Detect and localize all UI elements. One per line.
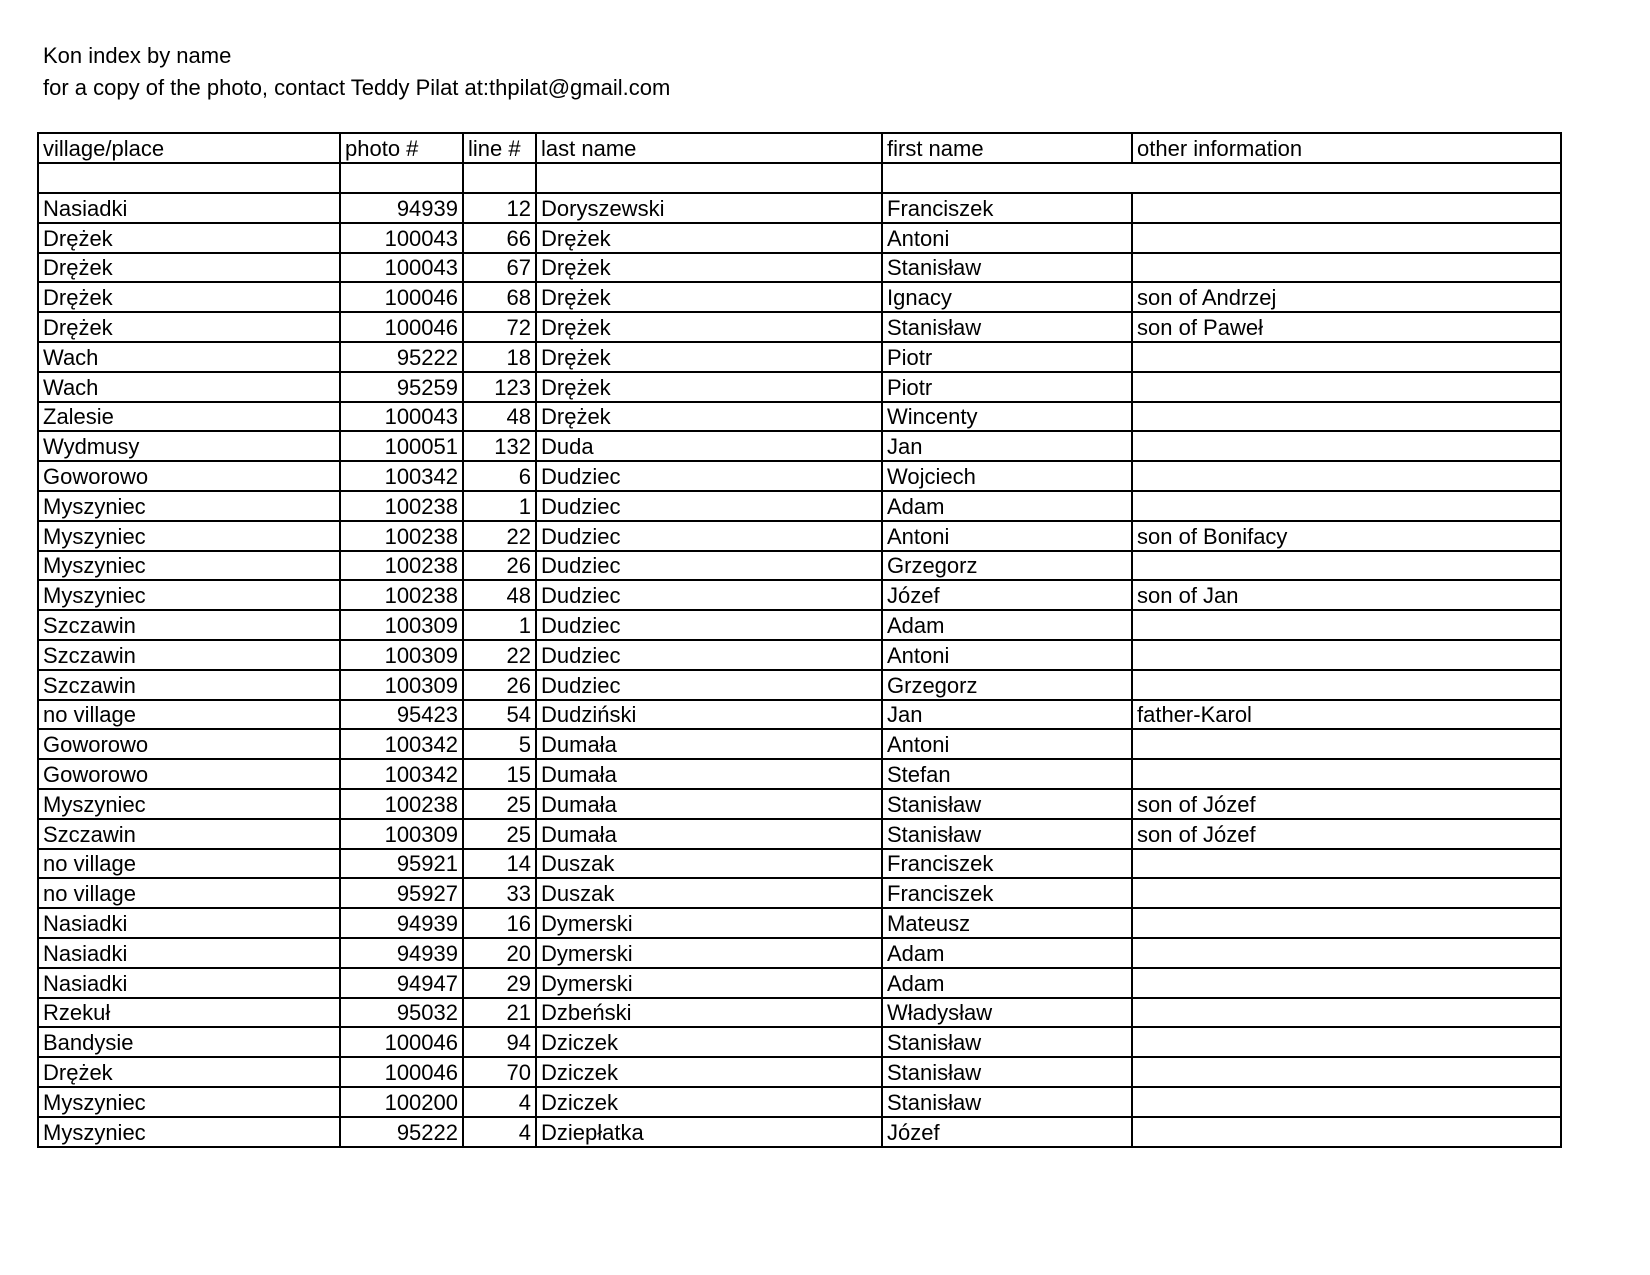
table-row <box>38 1057 1561 1087</box>
table-row <box>38 491 1561 521</box>
photo-number-cell: 95032 <box>340 998 463 1028</box>
first-name-cell: Wincenty <box>882 402 1132 432</box>
village-cell: Nasiadki <box>38 908 340 938</box>
table-body <box>38 133 1561 1147</box>
table-row <box>38 610 1561 640</box>
other-information-cell <box>1132 551 1561 581</box>
photo-number-cell: 95259 <box>340 372 463 402</box>
last-name-cell: Drężek <box>536 402 882 432</box>
village-cell: Nasiadki <box>38 193 340 223</box>
line-number-cell: 22 <box>463 640 536 670</box>
last-name-cell: Dudziec <box>536 551 882 581</box>
village-cell: Drężek <box>38 1057 340 1087</box>
last-name-cell: Dudziec <box>536 610 882 640</box>
table-row <box>38 402 1561 432</box>
first-name-cell: Józef <box>882 1117 1132 1147</box>
last-name-cell: Drężek <box>536 312 882 342</box>
line-number-cell: 5 <box>463 729 536 759</box>
table-row <box>38 789 1561 819</box>
other-information-cell <box>1132 491 1561 521</box>
photo-number-cell: 100309 <box>340 610 463 640</box>
line-number-cell: 66 <box>463 223 536 253</box>
photo-number-cell: 95222 <box>340 342 463 372</box>
other-information-cell: son of Józef <box>1132 819 1561 849</box>
photo-number-cell: 100309 <box>340 670 463 700</box>
village-cell: Drężek <box>38 312 340 342</box>
header-row <box>38 133 1561 163</box>
last-name-cell: Duszak <box>536 849 882 879</box>
photo-number-cell: 94947 <box>340 968 463 998</box>
other-information-cell <box>1132 1117 1561 1147</box>
line-number-cell: 25 <box>463 789 536 819</box>
photo-number-cell: 100043 <box>340 402 463 432</box>
village-cell: Szczawin <box>38 819 340 849</box>
table-row <box>38 193 1561 223</box>
line-number-cell: 14 <box>463 849 536 879</box>
line-number-cell: 70 <box>463 1057 536 1087</box>
photo-number-cell: 100342 <box>340 729 463 759</box>
last-name-cell: Dudziec <box>536 521 882 551</box>
table-row <box>38 819 1561 849</box>
table-row <box>38 223 1561 253</box>
village-cell: Myszyniec <box>38 491 340 521</box>
last-name-cell: Drężek <box>536 253 882 283</box>
other-information-cell <box>1132 908 1561 938</box>
other-information-cell <box>1132 670 1561 700</box>
table-row <box>38 431 1561 461</box>
photo-number-cell: 100238 <box>340 580 463 610</box>
photo-number-cell: 95423 <box>340 700 463 730</box>
village-cell: Goworowo <box>38 729 340 759</box>
table-row <box>38 342 1561 372</box>
table-row <box>38 461 1561 491</box>
last-name-cell: Dziepłatka <box>536 1117 882 1147</box>
first-name-cell: Mateusz <box>882 908 1132 938</box>
first-name-cell: Stanisław <box>882 1027 1132 1057</box>
photo-number-cell: 100342 <box>340 461 463 491</box>
first-name-cell: Adam <box>882 938 1132 968</box>
photo-number-cell: 100238 <box>340 521 463 551</box>
last-name-cell: Dziczek <box>536 1027 882 1057</box>
first-name-cell: Stanisław <box>882 253 1132 283</box>
other-information-cell <box>1132 402 1561 432</box>
village-cell: Myszyniec <box>38 521 340 551</box>
line-number-cell: 6 <box>463 461 536 491</box>
photo-number-cell: 100051 <box>340 431 463 461</box>
other-information-cell <box>1132 461 1561 491</box>
photo-number-cell: 95222 <box>340 1117 463 1147</box>
other-information-cell: son of Bonifacy <box>1132 521 1561 551</box>
line-number-cell: 29 <box>463 968 536 998</box>
first-name-cell: Władysław <box>882 998 1132 1028</box>
photo-number-cell: 100309 <box>340 819 463 849</box>
line-number-cell: 16 <box>463 908 536 938</box>
other-information-cell <box>1132 759 1561 789</box>
table-row <box>38 759 1561 789</box>
village-cell: Szczawin <box>38 670 340 700</box>
other-information-cell <box>1132 1027 1561 1057</box>
other-information-cell: father-Karol <box>1132 700 1561 730</box>
village-cell: Myszyniec <box>38 789 340 819</box>
first-name-cell: Józef <box>882 580 1132 610</box>
other-information-cell <box>1132 968 1561 998</box>
last-name-cell: Duszak <box>536 878 882 908</box>
table-row <box>38 372 1561 402</box>
table-row <box>38 1027 1561 1057</box>
first-name-cell: Stefan <box>882 759 1132 789</box>
first-name-cell: Piotr <box>882 372 1132 402</box>
line-number-cell: 22 <box>463 521 536 551</box>
village-cell: no village <box>38 700 340 730</box>
first-name-cell: Stanisław <box>882 1057 1132 1087</box>
village-cell: Myszyniec <box>38 1117 340 1147</box>
blank-cell <box>882 163 1561 193</box>
first-name-cell: Stanisław <box>882 819 1132 849</box>
table-row <box>38 729 1561 759</box>
first-name-cell: Grzegorz <box>882 551 1132 581</box>
other-information-cell <box>1132 342 1561 372</box>
line-number-cell: 1 <box>463 610 536 640</box>
other-information-cell <box>1132 223 1561 253</box>
table-row <box>38 282 1561 312</box>
last-name-cell: Dumała <box>536 789 882 819</box>
line-number-cell: 72 <box>463 312 536 342</box>
table-row <box>38 640 1561 670</box>
last-name-cell: Dziczek <box>536 1087 882 1117</box>
first-name-cell: Ignacy <box>882 282 1132 312</box>
contact-line: for a copy of the photo, contact Teddy Pilat at:thpilat@gmail.com <box>43 75 671 100</box>
line-number-cell: 15 <box>463 759 536 789</box>
first-name-cell: Stanisław <box>882 789 1132 819</box>
other-information-cell <box>1132 253 1561 283</box>
last-name-cell: Dudziec <box>536 580 882 610</box>
village-cell: Goworowo <box>38 759 340 789</box>
column-header-photo: photo # <box>340 133 463 163</box>
first-name-cell: Adam <box>882 610 1132 640</box>
table-row <box>38 998 1561 1028</box>
blank-cell <box>340 163 463 193</box>
table-row <box>38 878 1561 908</box>
first-name-cell: Franciszek <box>882 193 1132 223</box>
table-row <box>38 1087 1561 1117</box>
village-cell: no village <box>38 878 340 908</box>
line-number-cell: 25 <box>463 819 536 849</box>
table-row <box>38 551 1561 581</box>
first-name-cell: Franciszek <box>882 878 1132 908</box>
village-cell: Szczawin <box>38 610 340 640</box>
line-number-cell: 18 <box>463 342 536 372</box>
photo-number-cell: 100046 <box>340 1027 463 1057</box>
line-number-cell: 48 <box>463 402 536 432</box>
table-row <box>38 253 1561 283</box>
photo-number-cell: 95921 <box>340 849 463 879</box>
last-name-cell: Dudziec <box>536 640 882 670</box>
last-name-cell: Doryszewski <box>536 193 882 223</box>
first-name-cell: Antoni <box>882 640 1132 670</box>
first-name-cell: Antoni <box>882 729 1132 759</box>
photo-number-cell: 94939 <box>340 193 463 223</box>
line-number-cell: 26 <box>463 670 536 700</box>
line-number-cell: 33 <box>463 878 536 908</box>
other-information-cell <box>1132 1087 1561 1117</box>
other-information-cell <box>1132 193 1561 223</box>
other-information-cell: son of Jan <box>1132 580 1561 610</box>
other-information-cell <box>1132 610 1561 640</box>
photo-number-cell: 100046 <box>340 1057 463 1087</box>
last-name-cell: Drężek <box>536 372 882 402</box>
village-cell: Rzekuł <box>38 998 340 1028</box>
column-header-last-name: last name <box>536 133 882 163</box>
other-information-cell <box>1132 878 1561 908</box>
table-row <box>38 849 1561 879</box>
column-header-village: village/place <box>38 133 340 163</box>
table-row <box>38 968 1561 998</box>
first-name-cell: Jan <box>882 431 1132 461</box>
other-information-cell <box>1132 729 1561 759</box>
column-header-first-name: first name <box>882 133 1132 163</box>
first-name-cell: Wojciech <box>882 461 1132 491</box>
other-information-cell <box>1132 372 1561 402</box>
table-row <box>38 670 1561 700</box>
last-name-cell: Dymerski <box>536 968 882 998</box>
village-cell: Wach <box>38 342 340 372</box>
last-name-cell: Dymerski <box>536 938 882 968</box>
last-name-cell: Drężek <box>536 342 882 372</box>
other-information-cell: son of Józef <box>1132 789 1561 819</box>
photo-number-cell: 100043 <box>340 223 463 253</box>
line-number-cell: 4 <box>463 1087 536 1117</box>
photo-number-cell: 100238 <box>340 491 463 521</box>
last-name-cell: Dzbeński <box>536 998 882 1028</box>
photo-number-cell: 100043 <box>340 253 463 283</box>
photo-number-cell: 100046 <box>340 312 463 342</box>
village-cell: Drężek <box>38 223 340 253</box>
photo-number-cell: 100200 <box>340 1087 463 1117</box>
column-header-other-information: other information <box>1132 133 1561 163</box>
last-name-cell: Dudziec <box>536 670 882 700</box>
first-name-cell: Stanisław <box>882 312 1132 342</box>
line-number-cell: 21 <box>463 998 536 1028</box>
document-title: Kon index by name <box>43 43 232 68</box>
last-name-cell: Dziczek <box>536 1057 882 1087</box>
line-number-cell: 1 <box>463 491 536 521</box>
last-name-cell: Drężek <box>536 282 882 312</box>
last-name-cell: Dumała <box>536 819 882 849</box>
village-cell: Myszyniec <box>38 580 340 610</box>
last-name-cell: Dudziński <box>536 700 882 730</box>
line-number-cell: 4 <box>463 1117 536 1147</box>
first-name-cell: Antoni <box>882 521 1132 551</box>
first-name-cell: Adam <box>882 491 1132 521</box>
other-information-cell <box>1132 938 1561 968</box>
village-cell: Wach <box>38 372 340 402</box>
column-header-line: line # <box>463 133 536 163</box>
village-cell: no village <box>38 849 340 879</box>
line-number-cell: 12 <box>463 193 536 223</box>
other-information-cell <box>1132 431 1561 461</box>
line-number-cell: 48 <box>463 580 536 610</box>
village-cell: Bandysie <box>38 1027 340 1057</box>
photo-number-cell: 94939 <box>340 908 463 938</box>
village-cell: Szczawin <box>38 640 340 670</box>
document-heading <box>43 40 670 104</box>
first-name-cell: Antoni <box>882 223 1132 253</box>
table-row <box>38 938 1561 968</box>
photo-number-cell: 100309 <box>340 640 463 670</box>
table-row <box>38 312 1561 342</box>
village-cell: Goworowo <box>38 461 340 491</box>
first-name-cell: Franciszek <box>882 849 1132 879</box>
line-number-cell: 123 <box>463 372 536 402</box>
table-row <box>38 700 1561 730</box>
first-name-cell: Grzegorz <box>882 670 1132 700</box>
photo-number-cell: 100342 <box>340 759 463 789</box>
line-number-cell: 67 <box>463 253 536 283</box>
other-information-cell <box>1132 1057 1561 1087</box>
village-cell: Drężek <box>38 253 340 283</box>
line-number-cell: 68 <box>463 282 536 312</box>
other-information-cell <box>1132 640 1561 670</box>
last-name-cell: Drężek <box>536 223 882 253</box>
first-name-cell: Jan <box>882 700 1132 730</box>
other-information-cell: son of Paweł <box>1132 312 1561 342</box>
village-cell: Wydmusy <box>38 431 340 461</box>
blank-cell <box>463 163 536 193</box>
village-cell: Nasiadki <box>38 968 340 998</box>
photo-number-cell: 100046 <box>340 282 463 312</box>
table-row <box>38 521 1561 551</box>
other-information-cell <box>1132 849 1561 879</box>
photo-number-cell: 95927 <box>340 878 463 908</box>
line-number-cell: 94 <box>463 1027 536 1057</box>
last-name-cell: Dumała <box>536 729 882 759</box>
last-name-cell: Dymerski <box>536 908 882 938</box>
village-cell: Myszyniec <box>38 551 340 581</box>
line-number-cell: 132 <box>463 431 536 461</box>
table-row <box>38 580 1561 610</box>
first-name-cell: Piotr <box>882 342 1132 372</box>
other-information-cell: son of Andrzej <box>1132 282 1561 312</box>
photo-number-cell: 94939 <box>340 938 463 968</box>
photo-number-cell: 100238 <box>340 789 463 819</box>
kon-index-table <box>37 132 1562 1148</box>
other-information-cell <box>1132 998 1561 1028</box>
line-number-cell: 20 <box>463 938 536 968</box>
last-name-cell: Duda <box>536 431 882 461</box>
blank-row <box>38 163 1561 193</box>
village-cell: Myszyniec <box>38 1087 340 1117</box>
village-cell: Drężek <box>38 282 340 312</box>
village-cell: Zalesie <box>38 402 340 432</box>
line-number-cell: 54 <box>463 700 536 730</box>
table-row <box>38 908 1561 938</box>
photo-number-cell: 100238 <box>340 551 463 581</box>
blank-cell <box>38 163 340 193</box>
village-cell: Nasiadki <box>38 938 340 968</box>
first-name-cell: Stanisław <box>882 1087 1132 1117</box>
blank-cell <box>536 163 882 193</box>
last-name-cell: Dudziec <box>536 491 882 521</box>
line-number-cell: 26 <box>463 551 536 581</box>
table-row <box>38 1117 1561 1147</box>
last-name-cell: Dumała <box>536 759 882 789</box>
last-name-cell: Dudziec <box>536 461 882 491</box>
first-name-cell: Adam <box>882 968 1132 998</box>
